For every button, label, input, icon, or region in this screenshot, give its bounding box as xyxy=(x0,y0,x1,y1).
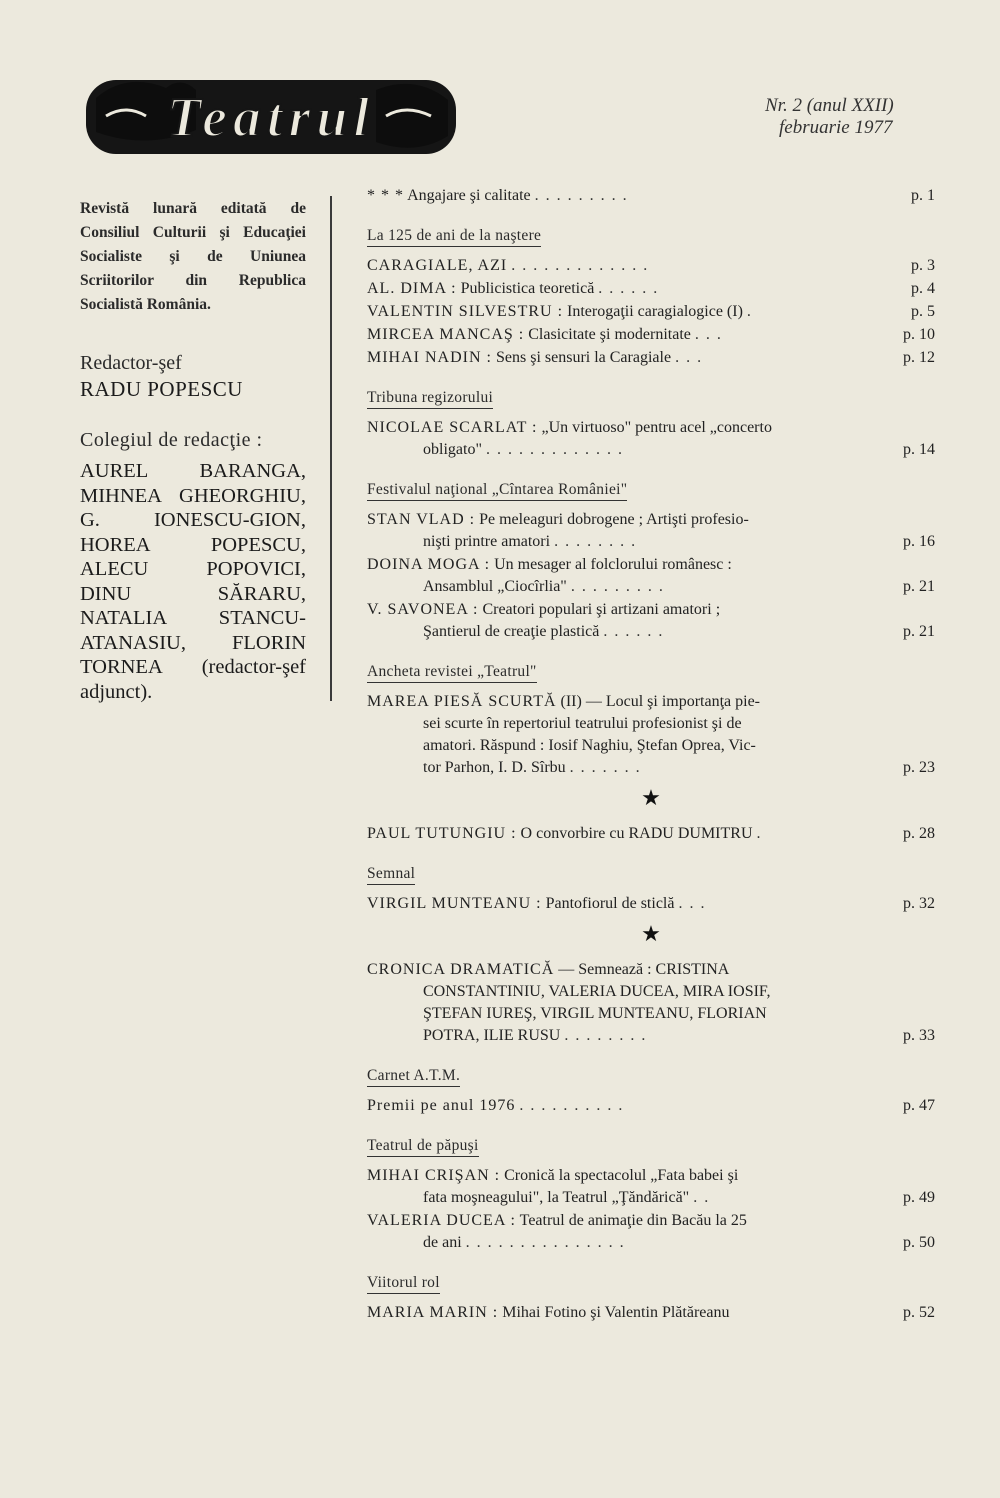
entry-page: p. 21 xyxy=(903,623,935,640)
entry-page: p. 16 xyxy=(903,533,935,550)
entry-page: p. 47 xyxy=(903,1097,935,1114)
entry-title: Un mesager al folclorului românesc : xyxy=(494,556,732,573)
entry-title: Angajare şi calitate xyxy=(407,187,531,204)
toc-entry: AL. DIMA : Publicistica teoretică ...... p. 4 xyxy=(367,278,935,300)
issue-info xyxy=(735,95,945,139)
toc-section-semnal xyxy=(367,865,935,915)
entry-title: „Un virtuoso" pentru acel „concerto xyxy=(541,419,772,436)
entry-author: VIRGIL MUNTEANU : xyxy=(367,895,542,912)
section-title: Viitorul rol xyxy=(367,1274,440,1294)
section-title: Teatrul de păpuşi xyxy=(367,1137,479,1157)
section-title: Tribuna regizorului xyxy=(367,389,493,409)
entry-author: PAUL TUTUNGIU : xyxy=(367,825,517,842)
entry-title: Cronică la spectacolul „Fata babei şi xyxy=(504,1167,739,1184)
entry-title: Creatori populari şi artizani amatori ; xyxy=(482,601,721,618)
column-divider xyxy=(330,196,332,701)
entry-author: MIHAI NADIN : xyxy=(367,349,492,366)
toc-entry xyxy=(367,1302,935,1324)
entry-author: AL. DIMA : xyxy=(367,280,457,297)
entry-page: p. 21 xyxy=(903,578,935,595)
toc-entry: V. SAVONEA : Creatori populari şi artizani amatori ; Şantierul de creaţie plastică ...... p. 21 xyxy=(367,599,935,643)
entry-title: Publicistica teoretică xyxy=(460,280,595,297)
entry-page: p. 3 xyxy=(911,257,935,274)
entry-title: Mihai Fotino şi Valentin Plătăreanu xyxy=(502,1304,730,1321)
toc-entry: MIHAI NADIN : Sens şi sensuri la Caragiale ... p. 12 xyxy=(367,347,935,369)
toc-section-festival xyxy=(367,481,935,643)
entry-author: MARIA MARIN : xyxy=(367,1304,499,1321)
entry-author: NICOLAE SCARLAT : xyxy=(367,419,538,436)
entry-title-cont: Şantierul de creaţie plastică xyxy=(423,623,600,640)
entry-title-cont: POTRA, ILIE RUSU xyxy=(423,1027,561,1044)
toc-section-ancheta xyxy=(367,663,935,779)
entry-title-cont: obligato" xyxy=(423,441,482,458)
entry-author: Premii pe anul 1976 xyxy=(367,1097,516,1114)
separator-star: ★ xyxy=(641,921,661,946)
entry-title-cont: sei scurte în repertoriul teatrului profesionist şi de xyxy=(423,715,742,732)
entry-page: p. 28 xyxy=(903,825,935,842)
entry-title: — Semnează : CRISTINA xyxy=(558,961,730,978)
entry-title-cont: tor Parhon, I. D. Sîrbu xyxy=(423,759,566,776)
entry-title-cont: CONSTANTINIU, VALERIA DUCEA, MIRA IOSIF, xyxy=(423,983,771,1000)
entry-author: * * * xyxy=(367,187,404,204)
entry-author: V. SAVONEA : xyxy=(367,601,479,618)
table-of-contents xyxy=(367,185,935,1325)
section-title: La 125 de ani de la naştere xyxy=(367,227,541,247)
entry-author: VALENTIN SILVESTRU : xyxy=(367,303,564,320)
entry-title: Pantofiorul de sticlă xyxy=(545,895,675,912)
entry-author: VALERIA DUCEA : xyxy=(367,1212,516,1229)
toc-section-papusi xyxy=(367,1137,935,1254)
issue-date: februarie 1977 xyxy=(779,117,893,138)
entry-page: p. 14 xyxy=(903,441,935,458)
editorial-sidebar xyxy=(80,197,306,704)
toc-entry: MIRCEA MANCAŞ : Clasicitate şi modernitate ... p. 10 xyxy=(367,324,935,346)
entry-author: MIHAI CRIŞAN : xyxy=(367,1167,501,1184)
entry-title: Teatrul de animaţie din Bacău la 25 xyxy=(519,1212,747,1229)
entry-title-cont: Ansamblul „Ciocîrlia" xyxy=(423,578,567,595)
entry-author: STAN VLAD : xyxy=(367,511,476,528)
issue-number: Nr. 2 (anul XXII) xyxy=(765,95,894,116)
separator-star: ★ xyxy=(641,785,661,810)
toc-section-caragiale xyxy=(367,227,935,369)
editorial-board-label: Colegiul de redacţie : xyxy=(80,429,263,451)
entry-title-cont: amatori. Răspund : Iosif Naghiu, Ştefan Oprea, Vic- xyxy=(423,737,756,754)
entry-page: p. 5 xyxy=(911,303,935,320)
entry-page: p. 52 xyxy=(903,1304,935,1321)
entry-page: p. 1 xyxy=(911,187,935,204)
toc-entry: MIHAI CRIŞAN : Cronică la spectacolul „Fata babei şi fata moşneagului", la Teatrul „Ţăndărică" .. p. 49 xyxy=(367,1165,935,1209)
toc-entry-interview: PAUL TUTUNGIU : O convorbire cu RADU DUMITRU . p. 28 xyxy=(367,823,935,845)
entry-author: MAREA PIESĂ SCURTĂ xyxy=(367,693,557,710)
entry-page: p. 32 xyxy=(903,895,935,912)
logo-text: Teatrul xyxy=(167,87,375,149)
entry-page: p. 4 xyxy=(911,280,935,297)
toc-entry: * * * Angajare şi calitate ......... p. 1 xyxy=(367,185,935,207)
entry-page: p. 12 xyxy=(903,349,935,366)
entry-page: p. 49 xyxy=(903,1189,935,1206)
toc-section-carnet xyxy=(367,1067,935,1117)
entry-title: Interogaţii caragialogice (I) xyxy=(567,303,743,320)
entry-author: DOINA MOGA : xyxy=(367,556,491,573)
toc-opening xyxy=(367,185,935,207)
entry-title: Sens şi sensuri la Caragiale xyxy=(495,349,672,366)
editor-in-chief-label: Redactor-şef xyxy=(80,352,182,374)
section-title: Semnal xyxy=(367,865,415,885)
toc-entry: VALENTIN SILVESTRU : Interogaţii caragialogice (I) . p. 5 xyxy=(367,301,935,323)
section-title: Carnet A.T.M. xyxy=(367,1067,460,1087)
toc-entry: VIRGIL MUNTEANU : Pantofiorul de sticlă ... p. 32 xyxy=(367,893,935,915)
section-title: Festivalul naţional „Cîntarea României" xyxy=(367,481,627,501)
toc-entry: STAN VLAD : Pe meleaguri dobrogene ; Artişti profesio- nişti printre amatori ........ p. 16 xyxy=(367,509,935,553)
entry-title-cont: nişti printre amatori xyxy=(423,533,551,550)
entry-title: O convorbire cu RADU DUMITRU xyxy=(520,825,753,842)
entry-author: CARAGIALE, AZI xyxy=(367,257,508,274)
toc-entry: CARAGIALE, AZI ............. p. 3 xyxy=(367,255,935,277)
entry-author: MIRCEA MANCAŞ : xyxy=(367,326,525,343)
entry-page: p. 23 xyxy=(903,759,935,776)
toc-entry: MAREA PIESĂ SCURTĂ (II) — Locul şi importanţa pie- sei scurte în repertoriul teatrului profesionist şi de amatori. Răspund : Iosif Naghiu, Ştefan Oprea, Vic- tor Parhon, I. D. Sîrbu ....... p. 23 xyxy=(367,691,935,779)
entry-page: p. 50 xyxy=(903,1234,935,1251)
toc-section-viitorul-rol xyxy=(367,1274,935,1324)
entry-title: (II) — Locul şi importanţa pie- xyxy=(560,693,761,710)
entry-title-cont: fata moşneagului", la Teatrul „Ţăndărică" xyxy=(423,1189,690,1206)
toc-entry-cronica: CRONICA DRAMATICĂ — Semnează : CRISTINA CONSTANTINIU, VALERIA DUCEA, MIRA IOSIF, ŞTEFAN IUREŞ, VIRGIL MUNTEANU, FLORIAN POTRA, ILIE RUSU ........ p. 33 xyxy=(367,959,935,1047)
entry-page: p. 33 xyxy=(903,1027,935,1044)
entry-page: p. 10 xyxy=(903,326,935,343)
toc-entry: Premii pe anul 1976 .......... p. 47 xyxy=(367,1095,935,1117)
editor-in-chief-name: RADU POPESCU xyxy=(80,377,243,401)
toc-section-tribuna xyxy=(367,389,935,461)
toc-entry: NICOLAE SCARLAT : „Un virtuoso" pentru acel „concerto obligato" ............. p. 14 xyxy=(367,417,935,461)
entry-title: Clasicitate şi modernitate xyxy=(528,326,691,343)
section-title: Ancheta revistei „Teatrul" xyxy=(367,663,537,683)
toc-entry: VALERIA DUCEA : Teatrul de animaţie din Bacău la 25 de ani ............... p. 50 xyxy=(367,1210,935,1254)
entry-title: Pe meleaguri dobrogene ; Artişti profesio- xyxy=(479,511,749,528)
teatrul-logo xyxy=(86,70,456,162)
entry-title-cont: de ani xyxy=(423,1234,462,1251)
entry-author: CRONICA DRAMATICĂ xyxy=(367,961,555,978)
toc-entry: DOINA MOGA : Un mesager al folclorului românesc : Ansamblul „Ciocîrlia" ......... p. 21 xyxy=(367,554,935,598)
editorial-board-members: AUREL BARANGA, MIHNEA GHEORGHIU, G. IONESCU-GION, HOREA POPESCU, ALECU POPOVICI, DINU SĂRARU, NATALIA STANCU-ATANASIU, FLORIN TORNEA (redactor-şef adjunct). xyxy=(80,460,306,703)
entry-title-cont: ŞTEFAN IUREŞ, VIRGIL MUNTEANU, FLORIAN xyxy=(423,1005,767,1022)
publication-description: Revistă lunară editată de Consiliul Culturii şi Educaţiei Socialiste şi de Uniunea Scriitorilor din Republica Socialistă România. xyxy=(80,200,306,313)
